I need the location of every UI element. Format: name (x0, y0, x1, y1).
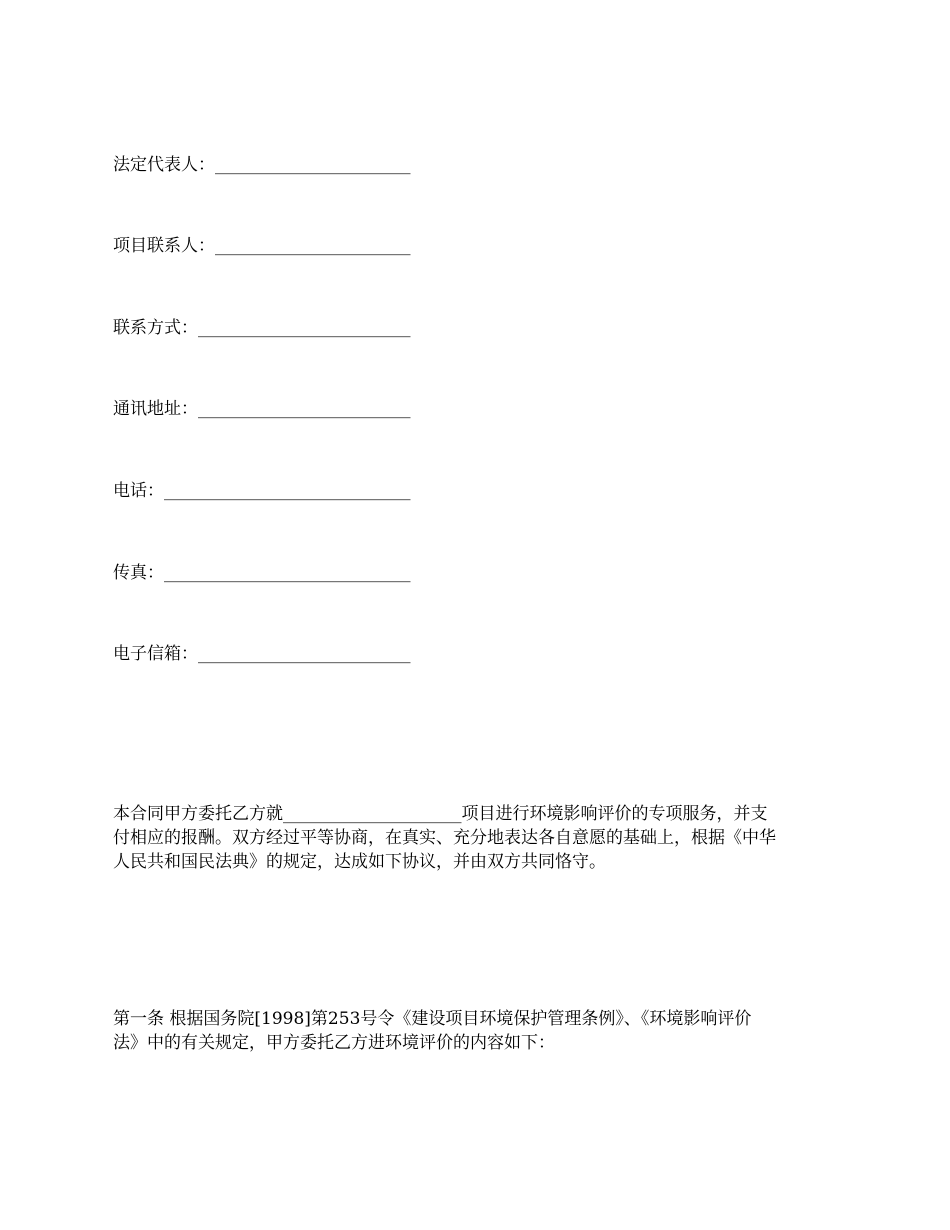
contact-method-field (113, 316, 411, 340)
field-label: 电话： (113, 481, 164, 501)
field-label: 电子信箱： (113, 644, 198, 664)
intro-suffix: 项目进行环境影响评价的专项服务，并支 (461, 804, 768, 824)
field-blank: _____________________________ (164, 481, 411, 501)
intro-project-blank: _____________________ (283, 804, 462, 824)
article-1-line-2: 法》中的有关规定，甲方委托乙方进环境评价的内容如下： (113, 1033, 555, 1053)
legal-representative-field (113, 153, 411, 177)
article-1-paragraph (113, 1007, 843, 1055)
field-label: 传真： (113, 563, 164, 583)
field-blank: _______________________ (215, 236, 411, 256)
field-blank: _________________________ (198, 399, 411, 419)
field-label: 联系方式： (113, 318, 198, 338)
article-1-line-1: 第一条 根据国务院[1998]第253号令《建设项目环境保护管理条例》、《环境影响评价 (113, 1009, 752, 1029)
project-contact-field (113, 234, 411, 258)
field-label: 项目联系人： (113, 236, 215, 256)
intro-paragraph (113, 802, 843, 874)
mailing-address-field (113, 397, 411, 421)
field-blank: _________________________ (198, 644, 411, 664)
field-blank: _______________________ (215, 155, 411, 175)
phone-field (113, 479, 411, 503)
intro-prefix: 本合同甲方委托乙方就 (113, 804, 283, 824)
email-field (113, 642, 411, 666)
field-blank: _____________________________ (164, 563, 411, 583)
field-label: 法定代表人： (113, 155, 215, 175)
intro-line-2: 付相应的报酬。双方经过平等协商，在真实、充分地表达各自意愿的基础上，根据《中华 (113, 828, 776, 848)
fax-field (113, 561, 411, 585)
field-blank: _________________________ (198, 318, 411, 338)
field-label: 通讯地址： (113, 399, 198, 419)
intro-line-3: 人民共和国民法典》的规定，达成如下协议，并由双方共同恪守。 (113, 852, 606, 872)
